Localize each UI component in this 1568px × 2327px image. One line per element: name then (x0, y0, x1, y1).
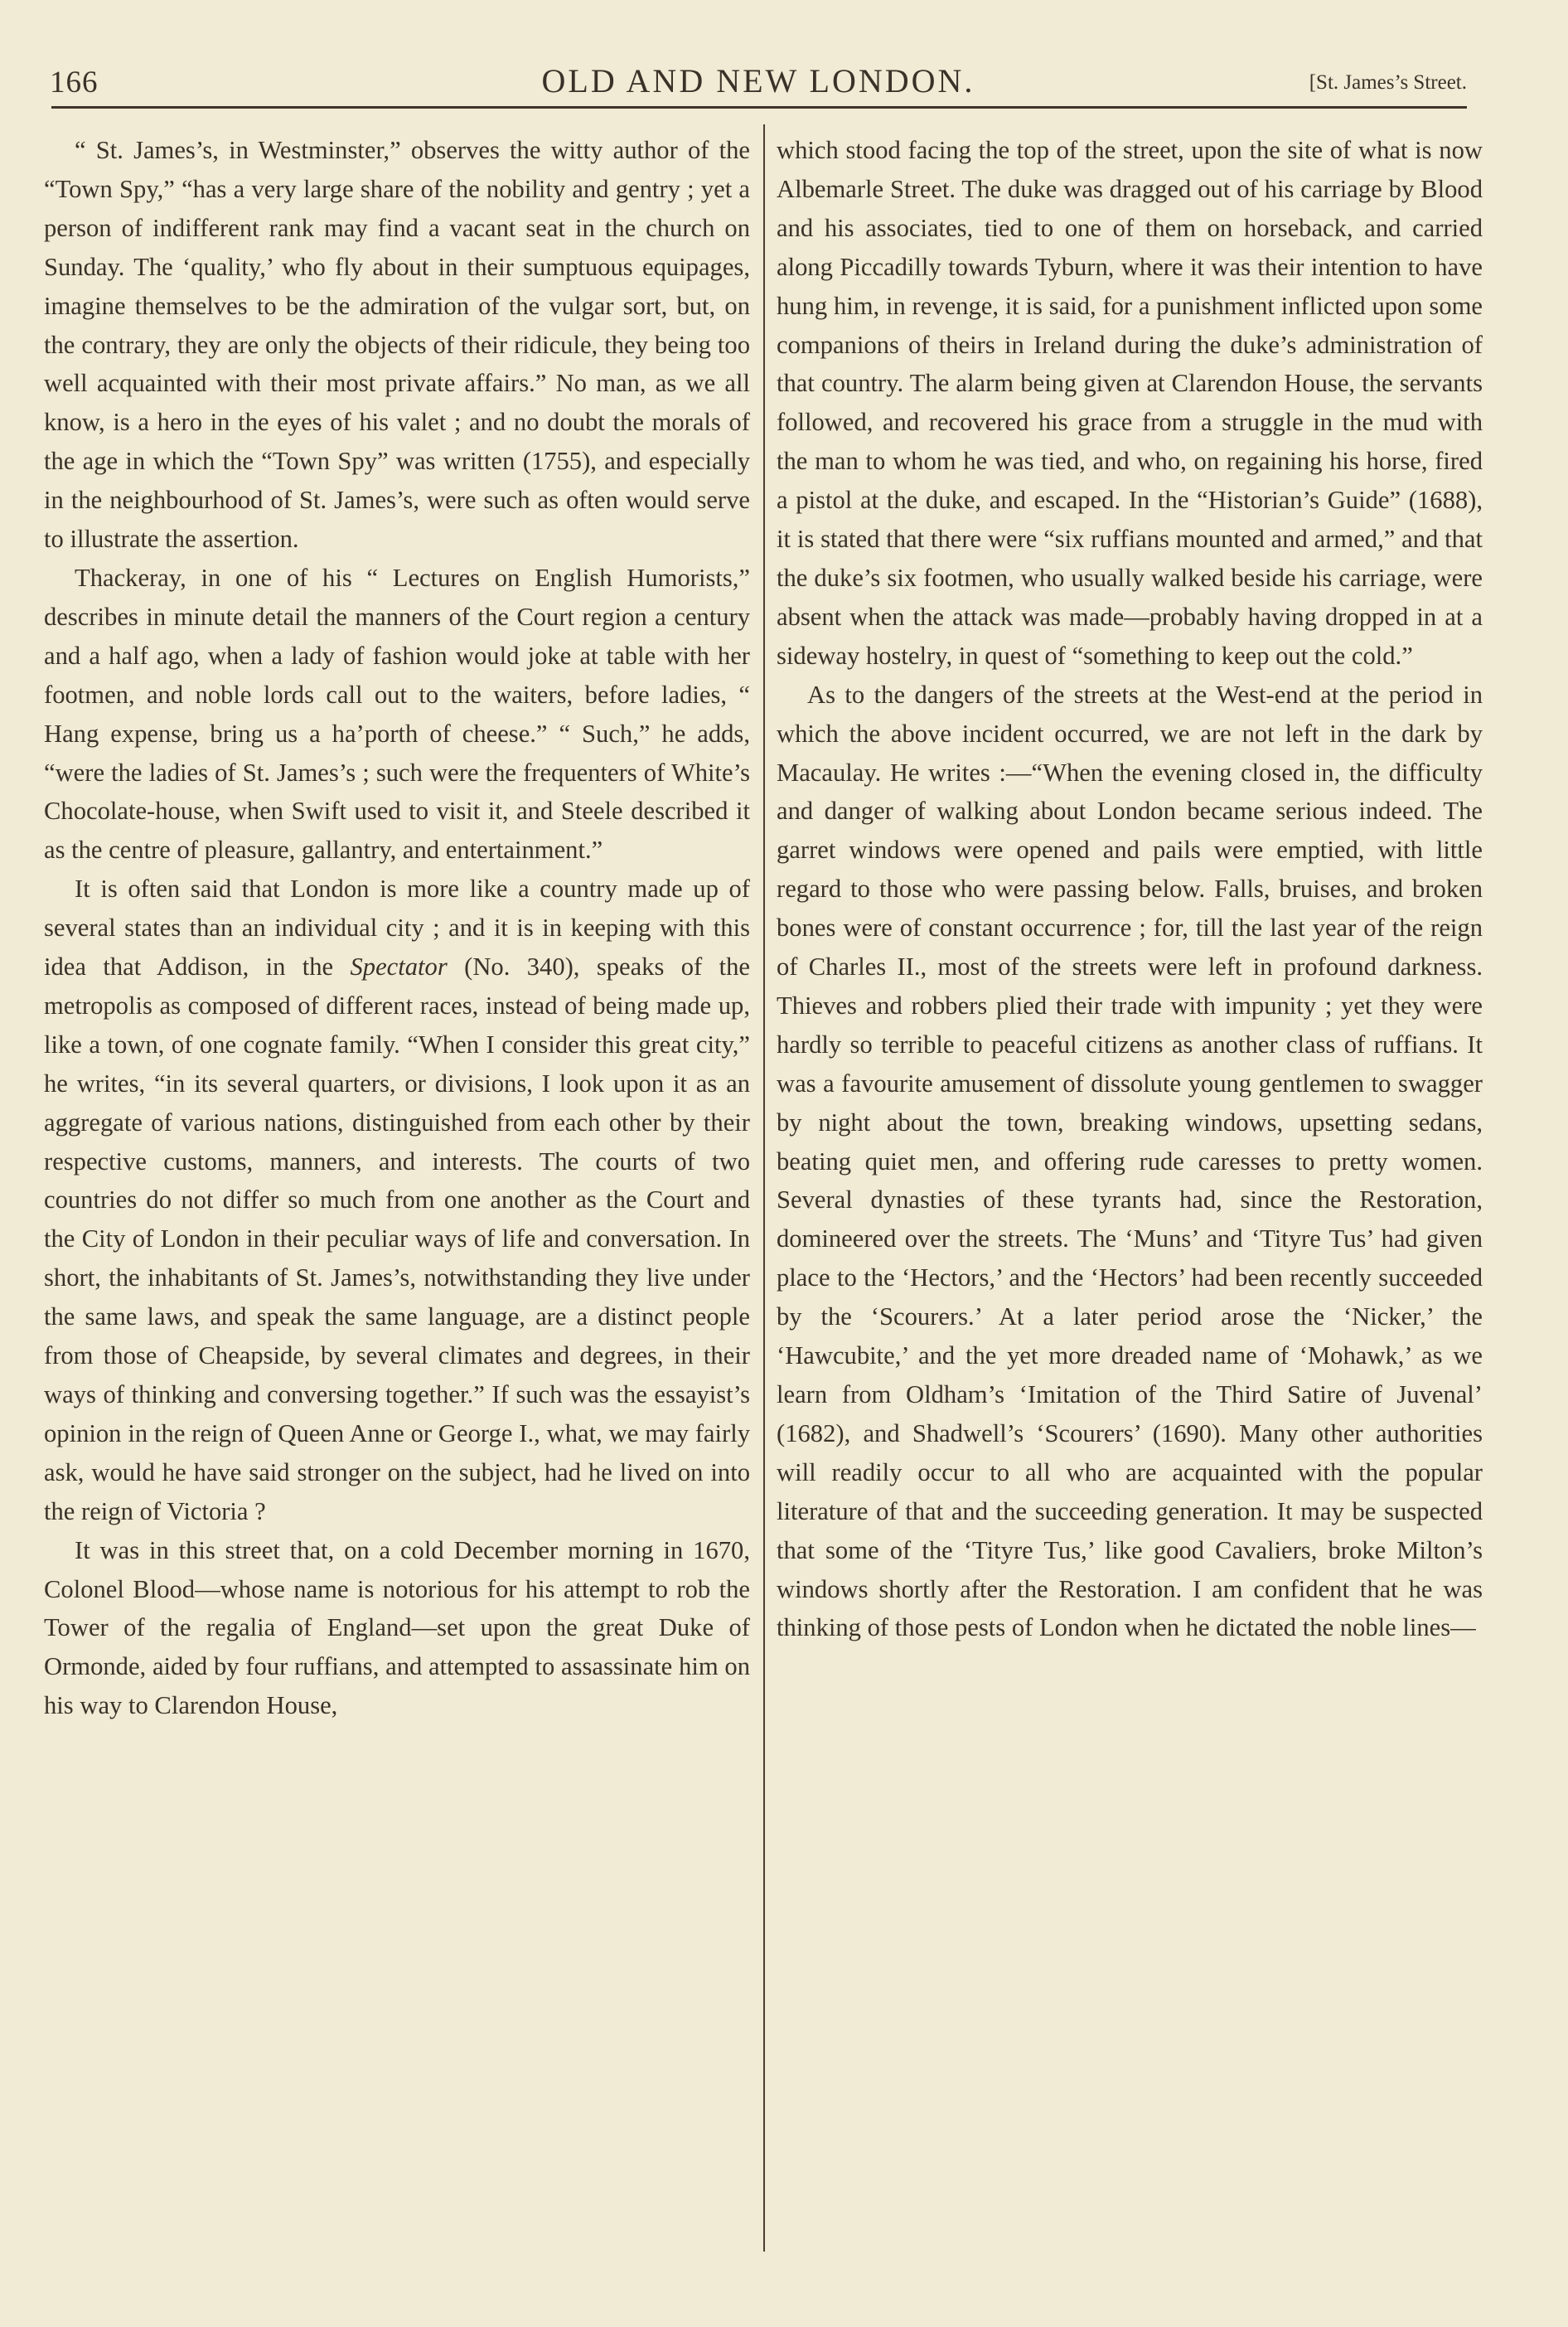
page-number: 166 (50, 65, 99, 99)
paragraph-text: (No. 340), speaks of the metropolis as composed of different races, instead of being made up, like a town, of one cognate family. “When I consider this great city,” he writes, “in its several quarters, or divisions, I look upon it as an aggregate of various nations, distinguished from each other by their respective customs, manners, and interests. The courts of two countries do not differ so much from one another as the Court and the City of London in their peculiar ways of life and conversation. In short, the inhabitants of St. James’s, notwithstanding they live under the same laws, and speak the same language, are a distinct people from those of Cheapside, by several climates and degrees, in their ways of thinking and conversing together.” If such was the essayist’s opinion in the reign of Queen Anne or George I., what, we may fairly ask, would he have said stronger on the subject, had he lived on into the reign of Victoria ? (44, 953, 750, 1525)
section-reference: [St. James’s Street. (1309, 71, 1467, 94)
left-column (44, 131, 750, 1725)
paragraph: which stood facing the top of the street, upon the site of what is now Albemarle Street. The duke was dragged out of his carriage by Blood and his associates, tied to one of them on horseback, and carried along Piccadilly towards Tyburn, where it was their intention to have hung him, in revenge, it is said, for a punishment inflicted upon some companions of theirs in Ireland during the duke’s administration of that country. The alarm being given at Clarendon House, the servants followed, and recovered his grace from a struggle in the mud with the man to whom he was tied, and who, on regaining his horse, fired a pistol at the duke, and escaped. In the “Historian’s Guide” (1688), it is stated that there were “six ruffians mounted and armed,” and that the duke’s six footmen, who usually walked beside his carriage, were absent when the attack was made—probably having dropped in at a sideway hostelry, in quest of “something to keep out the cold.” (777, 136, 1483, 670)
paragraph: Thackeray, in one of his “ Lectures on English Humorists,” describes in minute detail the manners of the Court region a century and a half ago, when a lady of fashion would joke at table with her footmen, and noble lords call out to the waiters, before ladies, “ Hang expense, bring us a ha’porth of cheese.” “ Such,” he adds, “were the ladies of St. James’s ; such were the frequenters of White’s Chocolate-house, when Swift used to visit it, and Steele described it as the centre of pleasure, gallantry, and entertainment.” (44, 563, 750, 865)
periodical-title: Spectator (350, 953, 448, 982)
column-divider (763, 124, 765, 2252)
paragraph: “ St. James’s, in Westminster,” observes the witty author of the “Town Spy,” “has a very large share of the nobility and gentry ; yet a person of indifferent rank may find a vacant seat in the church on Sunday. The ‘quality,’ who fly about in their sumptuous equipages, imagine themselves to be the admiration of the vulgar sort, but, on the contrary, they are only the objects of their ridicule, they being too well acquainted with their most private affairs.” No man, as we all know, is a hero in the eyes of his valet ; and no doubt the morals of the age in which the “Town Spy” was written (1755), and especially in the neighbourhood of St. James’s, were such as often would serve to illustrate the assertion. (44, 136, 750, 554)
paragraph-text: It is often said that London is more like a country made up of several states than an individual city ; and it is in keeping with this idea that Addison, in the (44, 875, 750, 982)
right-column (777, 131, 1483, 1647)
running-title: OLD AND NEW LONDON. (541, 62, 975, 99)
paragraph (44, 870, 750, 1530)
paragraph: As to the dangers of the streets at the West-end at the period in which the above incident occurred, we are not left in the dark by Macaulay. He writes :—“When the evening closed in, the difficulty and danger of walking about London became serious indeed. The garret windows were opened and pails were emptied, with little regard to those who were passing below. Falls, bruises, and broken bones were of constant occurrence ; for, till the last year of the reign of Charles II., most of the streets were left in profound darkness. Thieves and robbers plied their trade with impunity ; yet they were hardly so terrible to peaceful citizens as another class of ruffians. It was a favourite amusement of dissolute young gentlemen to swagger by night about the town, breaking windows, upsetting sedans, beating quiet men, and offering rude caresses to pretty women. Several dynasties of these tyrants had, since the Restoration, domineered over the streets. The ‘Muns’ and ‘Tityre Tus’ had given place to the ‘Hectors,’ and the ‘Hectors’ had been recently succeeded by the ‘Scourers.’ At a later period arose the ‘Nicker,’ the ‘Hawcubite,’ and the yet more dreaded name of ‘Mohawk,’ as we learn from Oldham’s ‘Imitation of the Third Satire of Juvenal’ (1682), and Shadwell’s ‘Scourers’ (1690). Many other authorities will readily occur to all who are acquainted with the popular literature of that and the succeeding generation. It may be suspected that some of the ‘Tityre Tus,’ like good Cavaliers, broke Milton’s windows shortly after the Restoration. I am confident that he was thinking of those pests of London when he dictated the noble lines— (777, 680, 1483, 1642)
header-rule (51, 106, 1467, 109)
paragraph: It was in this street that, on a cold December morning in 1670, Colonel Blood—whose name is notorious for his attempt to rob the Tower of the regalia of England—set upon the great Duke of Ormonde, aided by four ruffians, and attempted to assassinate him on his way to Clarendon House, (44, 1535, 750, 1720)
